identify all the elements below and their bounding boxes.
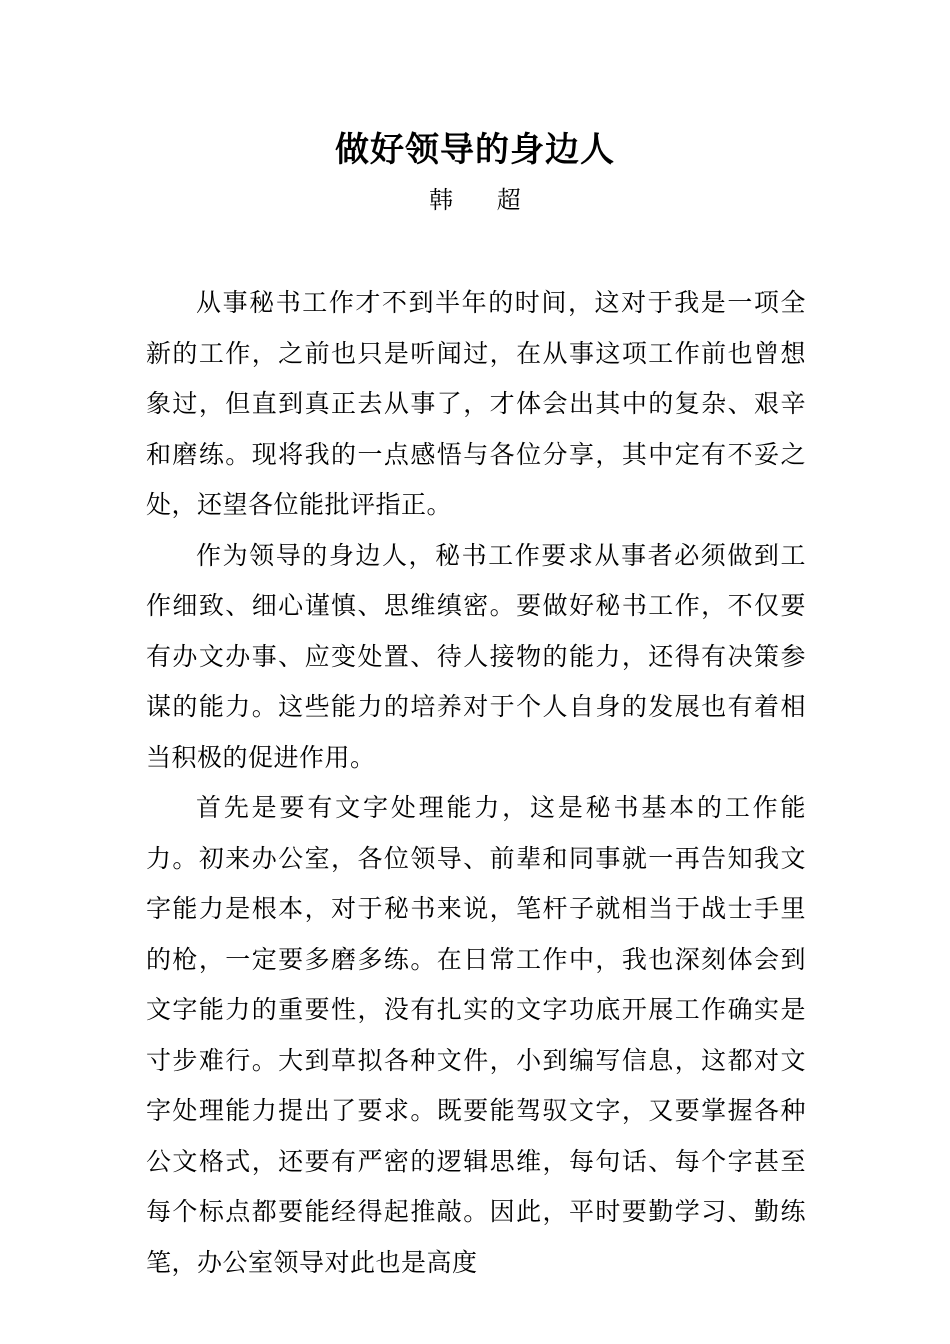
paragraph-2: 作为领导的身边人，秘书工作要求从事者必须做到工作细致、细心谨慎、思维缜密。要做好秘书工作，不仅要有办文办事、应变处置、待人接物的能力，还得有决策参谋的能力。这些能力的培养对于个人自身的发展也有着相当积极的促进作用。: [146, 540, 806, 772]
document-author: 韩 超: [429, 186, 539, 214]
paragraph-3: 首先是要有文字处理能力，这是秘书基本的工作能力。初来办公室，各位领导、前辈和同事就一再告知我文字能力是根本，对于秘书来说，笔杆子就相当于战士手里的枪，一定要多磨多练。在日常工作中，我也深刻体会到文字能力的重要性，没有扎实的文字功底开展工作确实是寸步难行。大到草拟各种文件，小到编写信息，这都对文字处理能力提出了要求。既要能驾驭文字，又要掌握各种公文格式，还要有严密的逻辑思维，每句话、每个字甚至每个标点都要能经得起推敲。因此，平时要勤学习、勤练笔，办公室领导对此也是高度: [146, 793, 806, 1277]
document-title: 做好领导的身边人: [335, 130, 615, 170]
paragraph-1: 从事秘书工作才不到半年的时间，这对于我是一项全新的工作，之前也只是听闻过，在从事这项工作前也曾想象过，但直到真正去从事了，才体会出其中的复杂、艰辛和磨练。现将我的一点感悟与各位分享，其中定有不妥之处，还望各位能批评指正。: [146, 288, 806, 519]
document-body: [146, 278, 806, 1288]
